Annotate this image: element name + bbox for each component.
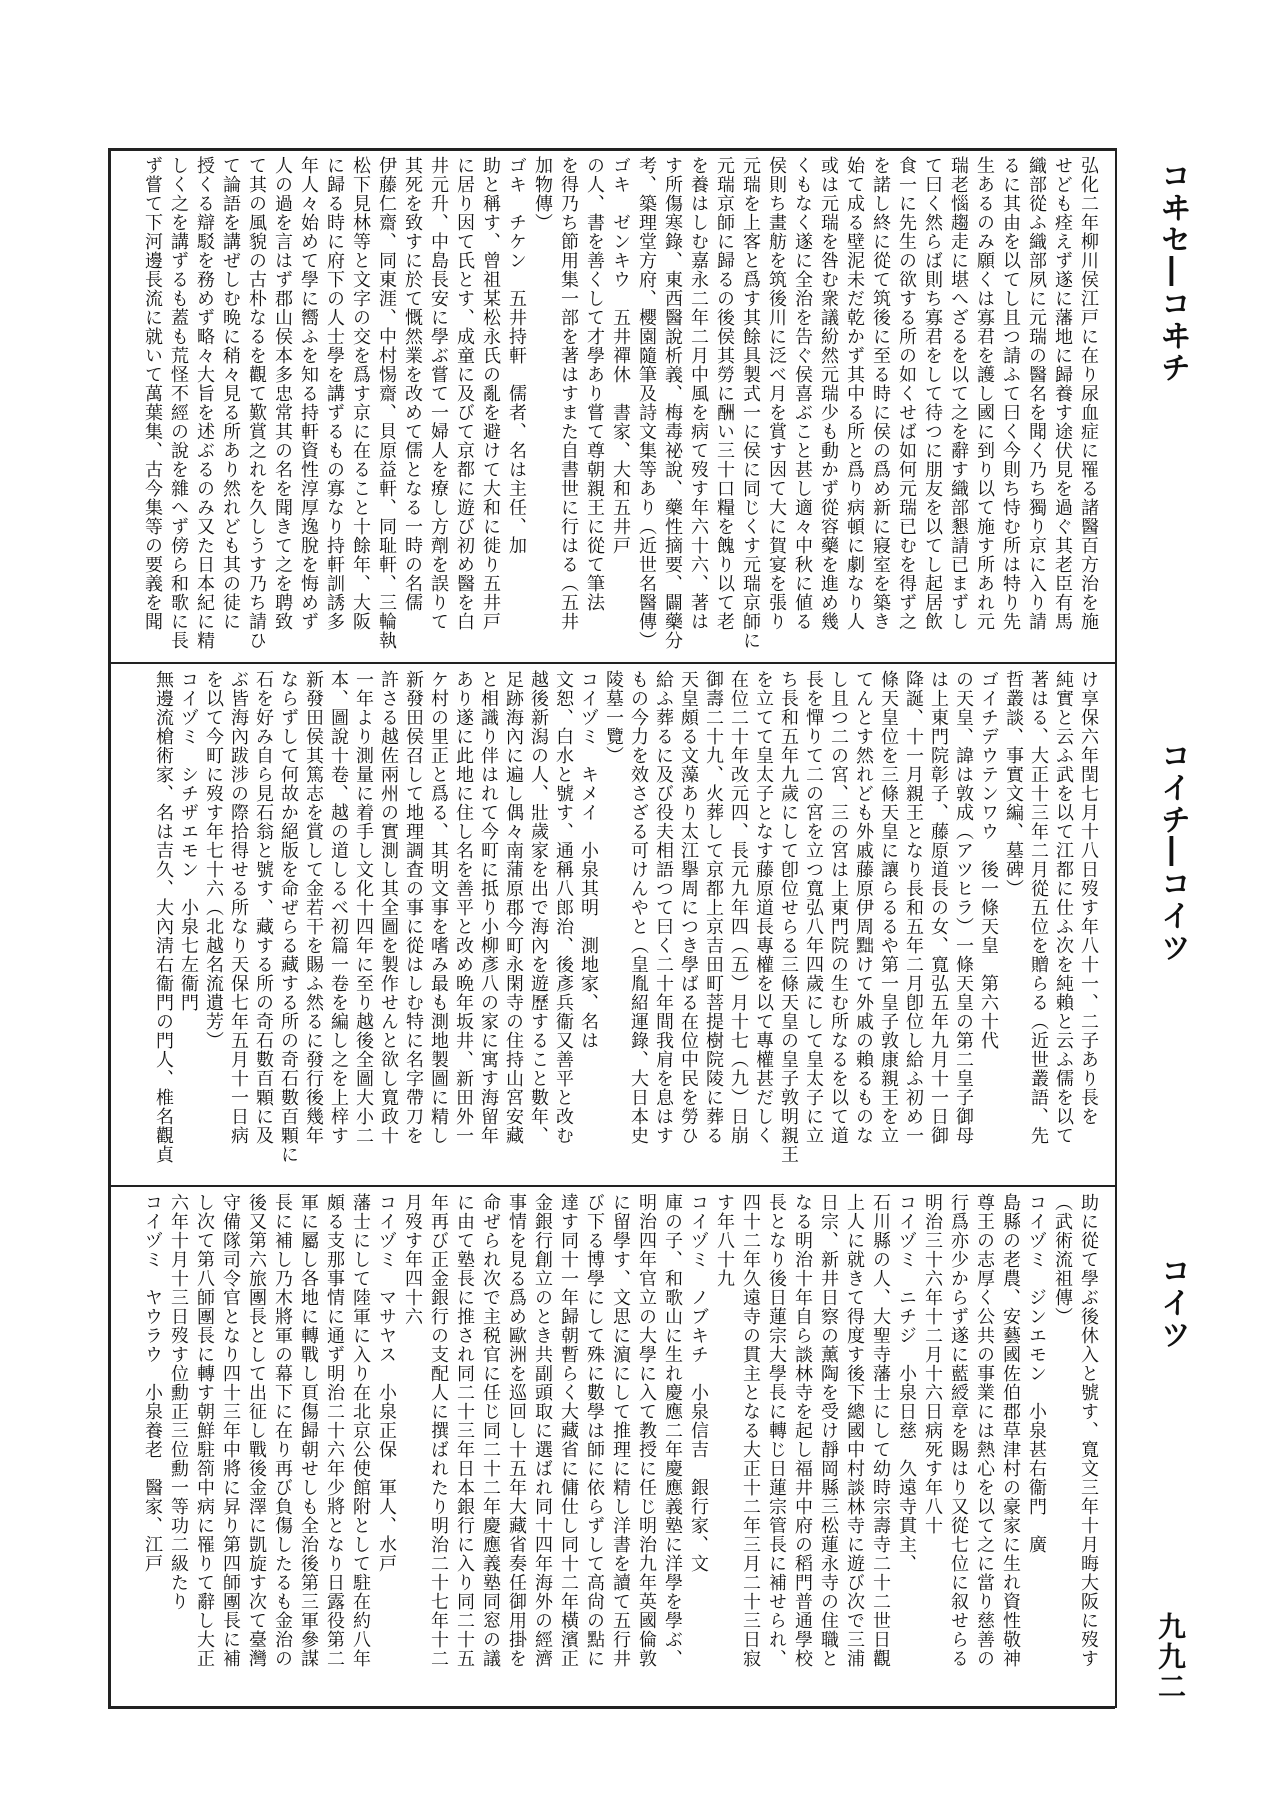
text-column: 助に從て學ぶ後休入と號す、寬文三年十月晦大阪に歿す: [1078, 1193, 1099, 1668]
text-column: 島縣の老農、安藝國佐伯郡草津村の豪家に生れ資性敬神: [1000, 1193, 1021, 1668]
text-column: 食一に先生の欲する所の如くせば如何元瑞已むを得ず之: [896, 156, 917, 631]
text-column: を以て今町に歿す年七十六（北越名流遺芳）: [203, 670, 224, 1050]
text-column: 行爲亦少からず遂に藍綬章を賜はり又從七位に叙せらる: [948, 1193, 969, 1668]
running-head-1: コヰセ―コヰチ: [1155, 160, 1190, 384]
text-column: 新發田侯其篤志を賞して金若干を賜ふ然るに發行後幾年: [303, 670, 324, 1145]
text-column: あり遂に此地に住し名を善平と改め晩年坂井、新田外一: [453, 670, 474, 1145]
text-column: 年再び正金銀行の支配人に撰ばれたり明治二十七年十二: [428, 1193, 449, 1668]
text-column: ゴイチデウテンワウ 後一條天皇 第六十代: [978, 670, 999, 1050]
text-column: 陵墓一覽）: [603, 670, 624, 765]
text-column: 加物傳）: [532, 156, 553, 232]
text-column: 松下見林等と文字の交を爲す京に在ること十餘年、大阪: [350, 156, 371, 631]
text-column: 六年十月十三日歿す位勳正三位勳一等功二級たり: [168, 1193, 189, 1611]
text-column: 明治四年官立の大學に入て教授に任じ明治九年英國倫敦: [636, 1193, 657, 1668]
text-column: せども痊えず遂に藩地に歸養す途伏見を過ぐ其老臣有馬: [1052, 156, 1073, 631]
top-rule: [108, 148, 1115, 151]
text-column: し次て第八師團長に轉す朝鮮駐箚中病に罹りて辭し大正: [194, 1193, 215, 1668]
page-number: 九九二: [1154, 1612, 1187, 1702]
text-column: 織部從ふ織部夙に元瑞の醫名を聞く乃ち獨り京に入り請: [1026, 156, 1047, 631]
text-section-3: [115, 1193, 1101, 1699]
text-column: は上東門院彰子、藤原道長の女、寬弘五年九月十一日御: [928, 670, 949, 1145]
text-column: くもなく遂に全治を告ぐ侯喜ぶこと甚し適々中秋に値る: [792, 156, 813, 631]
bottom-rule: [108, 1706, 1115, 1709]
text-column: 一年より測量に着手し文化十四年に至り越後全圖大小二: [353, 670, 374, 1145]
text-column: 足跡海內に遍し偶々南蒲原郡今町永閑寺の住持山宮安藏: [503, 670, 524, 1145]
text-column: 著はる、大正十三年二月從五位を贈らる（近世叢語、先: [1028, 670, 1049, 1145]
section-divider-1: [108, 662, 1115, 664]
text-column: て曰く然らば則ち寡君をして待つに朋友を以てし起居飲: [922, 156, 943, 631]
entry-heading-column: コイヅミ シチザエモン 小泉七左衞門: [178, 670, 199, 1012]
text-column: （武術流祖傳）: [1052, 1193, 1073, 1326]
text-column: ち長和五年九歲にして卽位せらる三條天皇の皇子敦明親王: [778, 670, 799, 1164]
text-column: 庫の子、和歌山に生れ慶應二年慶應義塾に洋學を學ぶ、: [662, 1193, 683, 1668]
text-column: し且つ二の宮、三の宮は上東門院の生む所なるを以て道: [828, 670, 849, 1145]
text-column: す年八十九: [714, 1193, 735, 1288]
text-column: び下る博學にして殊に數學は師に依らずして高尙の點に: [584, 1193, 605, 1668]
text-column: 後又第六旅團長として出征し戰後金澤に凱旋す次て臺灣: [246, 1193, 267, 1668]
text-column: 石川縣の人、大聖寺藩士にして幼時宗壽寺二十二世日觀: [870, 1193, 891, 1668]
text-column: 人の過を言はず郡山侯本多忠常其の名を聞きて之を聘致: [272, 156, 293, 631]
text-column: 長を憚りて二の宮を立つ寬弘八年四歲にして皇太子に立: [803, 670, 824, 1145]
text-column: 生あるのみ願くは寡君を護し國に到り以て施す所あれ元: [974, 156, 995, 631]
section-divider-2: [108, 1185, 1115, 1187]
text-column: もの今力を效さざる可けんやと（皇胤紹運錄、大日本史: [628, 670, 649, 1145]
entry-heading-column: コイヅミ キメイ 小泉其明 測地家、名は: [578, 670, 599, 1050]
text-section-2: [115, 670, 1101, 1178]
text-column: を得乃ち節用集一部を著はすまた自書世に行はる（五井: [558, 156, 579, 631]
text-column: す所傷寒錄、東西醫說析義、梅毒祕說、藥性摘要、闢藥分: [662, 156, 683, 650]
text-column: に留學す、文思に濵にして推理に精し洋書を讀て五行井: [610, 1193, 631, 1668]
text-column: に歸る時に府下の人士學を講ずるもの寡なり持軒訓誘多: [324, 156, 345, 631]
entry-heading-column: コイヅミ ノブキチ 小泉信吉 銀行家、文: [688, 1193, 709, 1573]
running-head-2: コイチ―コイツ: [1155, 740, 1190, 964]
text-column: 藩士にして陸軍に入り在北京公使館附として駐在約八年: [350, 1193, 371, 1668]
text-column: 本、圖說十卷、越の道しるべ初篇一卷を編し之を上梓す: [328, 670, 349, 1145]
text-column: 授くる辯駁を務めず略々大旨を述ぶるのみ又た日本紀に精: [194, 156, 215, 650]
text-column: の人、書を善くして才學あり嘗て尊朝親王に從て筆法: [584, 156, 605, 612]
text-column: ゴキ チケン 五井持軒 儒者、名は主任、加: [506, 156, 527, 555]
text-column: 頗る支那事情に通ず明治二十六年少將となり日露役第二: [324, 1193, 345, 1668]
text-column: 天皇頗る文藻あり太江擧周につき學ばる在位中民を勞ひ: [678, 670, 699, 1145]
text-column: 長に補し乃木將軍の幕下に在り再び負傷したるも金治の: [272, 1193, 293, 1668]
text-column: ならずして何故か絕版を命ぜらる藏する所の奇石數百顆に: [278, 670, 299, 1164]
text-column: 給ふ葬るに及び役夫相語つて曰く二十年間我肩を息はす: [653, 670, 674, 1145]
text-column: を立てて皇太子となす藤原道長專權を以て專權甚だしく: [753, 670, 774, 1145]
text-column: 文恕、白水と號す、通稱八郎治、後彥兵衞又善平と改む: [553, 670, 574, 1145]
text-column: なる明治十年自ら談林寺を起し福井中府の稻門普通學校: [792, 1193, 813, 1668]
text-column: て其の風貌の古朴なるを觀て歎賞之れを久しうす乃ち請ひ: [246, 156, 267, 650]
text-column: 御壽二十九、火葬して京都上京吉田町菩提樹院陵に葬る: [703, 670, 724, 1145]
text-column: 石を好み自ら見石翁と號す、藏する所の奇石數百顆に及: [253, 670, 274, 1145]
entry-heading-column: コイヅミ ジンエモン 小泉甚右衞門 廣: [1026, 1193, 1047, 1554]
text-column: 降誕、十一月親王となり長和五年二月卽位し給ふ初め一: [903, 670, 924, 1145]
text-column: 條天皇位を三條天皇に讓らるるや第一皇子敦康親王を立: [878, 670, 899, 1145]
text-column: 日宗、新井日察の薰陶を受け靜岡縣三松蓮永寺の住職と: [818, 1193, 839, 1668]
text-column: 或は元瑞を咎む衆議紛然元瑞少も動かず從容藥を進め幾: [818, 156, 839, 631]
text-column: 月歿す年四十六: [402, 1193, 423, 1326]
text-column: 元瑞を上客と爲す其餘具製式一に侯に同じくす元瑞京師に: [740, 156, 761, 650]
text-column: ず嘗て下河邊長流に就いて萬葉集、古今集等の要義を聞: [142, 156, 163, 631]
text-column: ケ村の里正と爲る、其明文事を嗜み最も測地製圖に精し: [428, 670, 449, 1145]
text-column: 上人に就きて得度す後下總國中村談林寺に遊び次で三浦: [844, 1193, 865, 1668]
text-column: ゴキ ゼンキウ 五井禪休 書家、大和五井戸: [610, 156, 631, 555]
text-column: 弘化二年柳川侯江戸に在り尿血症に罹る諸醫百方治を施: [1078, 156, 1099, 631]
entry-heading-column: コイヅミ ヤウラウ 小泉養老 醫家、江戸: [142, 1193, 163, 1573]
text-column: 許さる越佐兩州の實測し其全圖を製作せんと欲し寬政十: [378, 670, 399, 1145]
entry-heading-column: コイヅミ マサヤス 小泉正保 軍人、水戸: [376, 1193, 397, 1573]
text-column: 新發田侯召して地理調査の事に從はしむ特に名字帶刀を: [403, 670, 424, 1145]
text-column: と相識り伴はれて今町に抵り小柳彥八の家に寓す海留年: [478, 670, 499, 1145]
text-column: しく之を講ずるも蓋も荒怪不經の說を雜へず傍ら和歌に長: [168, 156, 189, 650]
text-column: 軍に屬し各地に轉戰し頁傷歸朝せしも全治後第三軍參謀: [298, 1193, 319, 1668]
text-column: 年人々始めて學に嚮ふを知る持軒資性淳厚逸脫を悔めず: [298, 156, 319, 631]
text-column: 其死を致すに於て慨然業を改めて儒となる一時の名儒: [402, 156, 423, 612]
text-column: ぶ皆海內跋涉の際拾得せる所なり天保七年五月十一日病: [228, 670, 249, 1145]
text-column: 考、築理堂方府、櫻園隨筆及詩文集等あり（近世名醫傳）: [636, 156, 657, 650]
text-column: け享保六年閏七月十八日歿す年八十一、二子あり長を: [1078, 670, 1099, 1126]
text-column: 瑞老惱趨走に堪へざるを以て之を辭す織部懇請已まずし: [948, 156, 969, 631]
text-column: の天皇、諱は敦成（アツヒラ）一條天皇の第二皇子御母: [953, 670, 974, 1145]
text-column: 侯則ち畫舫を筑後川に泛べ月を賞す因て大に賀宴を張り: [766, 156, 787, 631]
running-head-3: コイツ: [1155, 1255, 1190, 1351]
text-column: 井元升、中島長安に學ぶ嘗て一婦人を療し方劑を誤りて: [428, 156, 449, 631]
text-column: 尊王の志厚く公共の事業には熱心を以て之に當り慈善の: [974, 1193, 995, 1668]
text-column: 無邊流槍術家、名は吉久、大內淸右衞門の門人、椎名觀貞: [153, 670, 174, 1164]
text-column: 四十二年久遠寺の貫主となる大正十二年三月二十三日寂: [740, 1193, 761, 1668]
text-column: 事情を見る爲め歐洲を巡回し十五年大藏省奏任御用掛を: [506, 1193, 527, 1668]
text-column: 達す同十一年歸朝暫らく大藏省に傭仕し同十二年橫濱正: [558, 1193, 579, 1668]
text-column: 在位二十年改元四、長元九年四（五）月十七（九）日崩: [728, 670, 749, 1145]
text-column: てんとす然れども外戚藤原伊周黜けて外戚の賴るものな: [853, 670, 874, 1145]
text-column: 明治三十六年十二月十六日病死す年八十: [922, 1193, 943, 1535]
entry-heading-column: コイヅミ ニチジ 小泉日慈 久遠寺貫主、: [896, 1193, 917, 1573]
text-column: 長となり後日蓮宗大學長に轉じ日蓮宗管長に補せられ、: [766, 1193, 787, 1668]
text-column: 命ぜられ次で主税官に任じ同二十二年慶應義塾同窓の議: [480, 1193, 501, 1668]
text-column: 金銀行創立のとき共副頭取に選ばれ同十四年海外の經濟: [532, 1193, 553, 1668]
text-column: 純實と云ふ武を以て江都に仕ふ次を純賴と云ふ儒を以て: [1053, 670, 1074, 1145]
text-column: を諾し終に從て筑後に至る時に侯の爲め新に寢室を築き: [870, 156, 891, 631]
text-column: を養はしむ嘉永二年二月中風を病て歿す年六十六、著は: [688, 156, 709, 631]
text-column: るに其由を以てし且つ請ふて曰く今則ち恃む所は特り先: [1000, 156, 1021, 631]
text-column: 伊藤仁齋、同東涯、中村惕齋、貝原益軒、同耻軒、三輪執: [376, 156, 397, 650]
text-column: に由て塾長に推され同二十三年日本銀行に入り同二十五: [454, 1193, 475, 1668]
text-column: 越後新潟の人、壯歲家を出で海內を遊歷すること數年、: [528, 670, 549, 1145]
text-column: 助と稱す、曾祖某松永氏の亂を避けて大和に徙り五井戸: [480, 156, 501, 631]
text-column: 哲叢談、事實文編、墓碑）: [1003, 670, 1024, 898]
text-column: て論語を講ぜしむ晩に稍々見る所あり然れども其の徒に: [220, 156, 241, 631]
text-section-1: [115, 156, 1101, 656]
text-column: 元瑞京師に歸るの後侯其勞に酬い三十口糧を餽り以て老: [714, 156, 735, 631]
text-column: 始て成る壁泥未だ乾かず其中る所と爲り病頓に劇なり人: [844, 156, 865, 631]
text-column: 守備隊司令官となり四十三年中將に昇り第四師團長に補: [220, 1193, 241, 1668]
text-column: に居り因て氏とす、成童に及びて京都に遊び初め醫を白: [454, 156, 475, 631]
